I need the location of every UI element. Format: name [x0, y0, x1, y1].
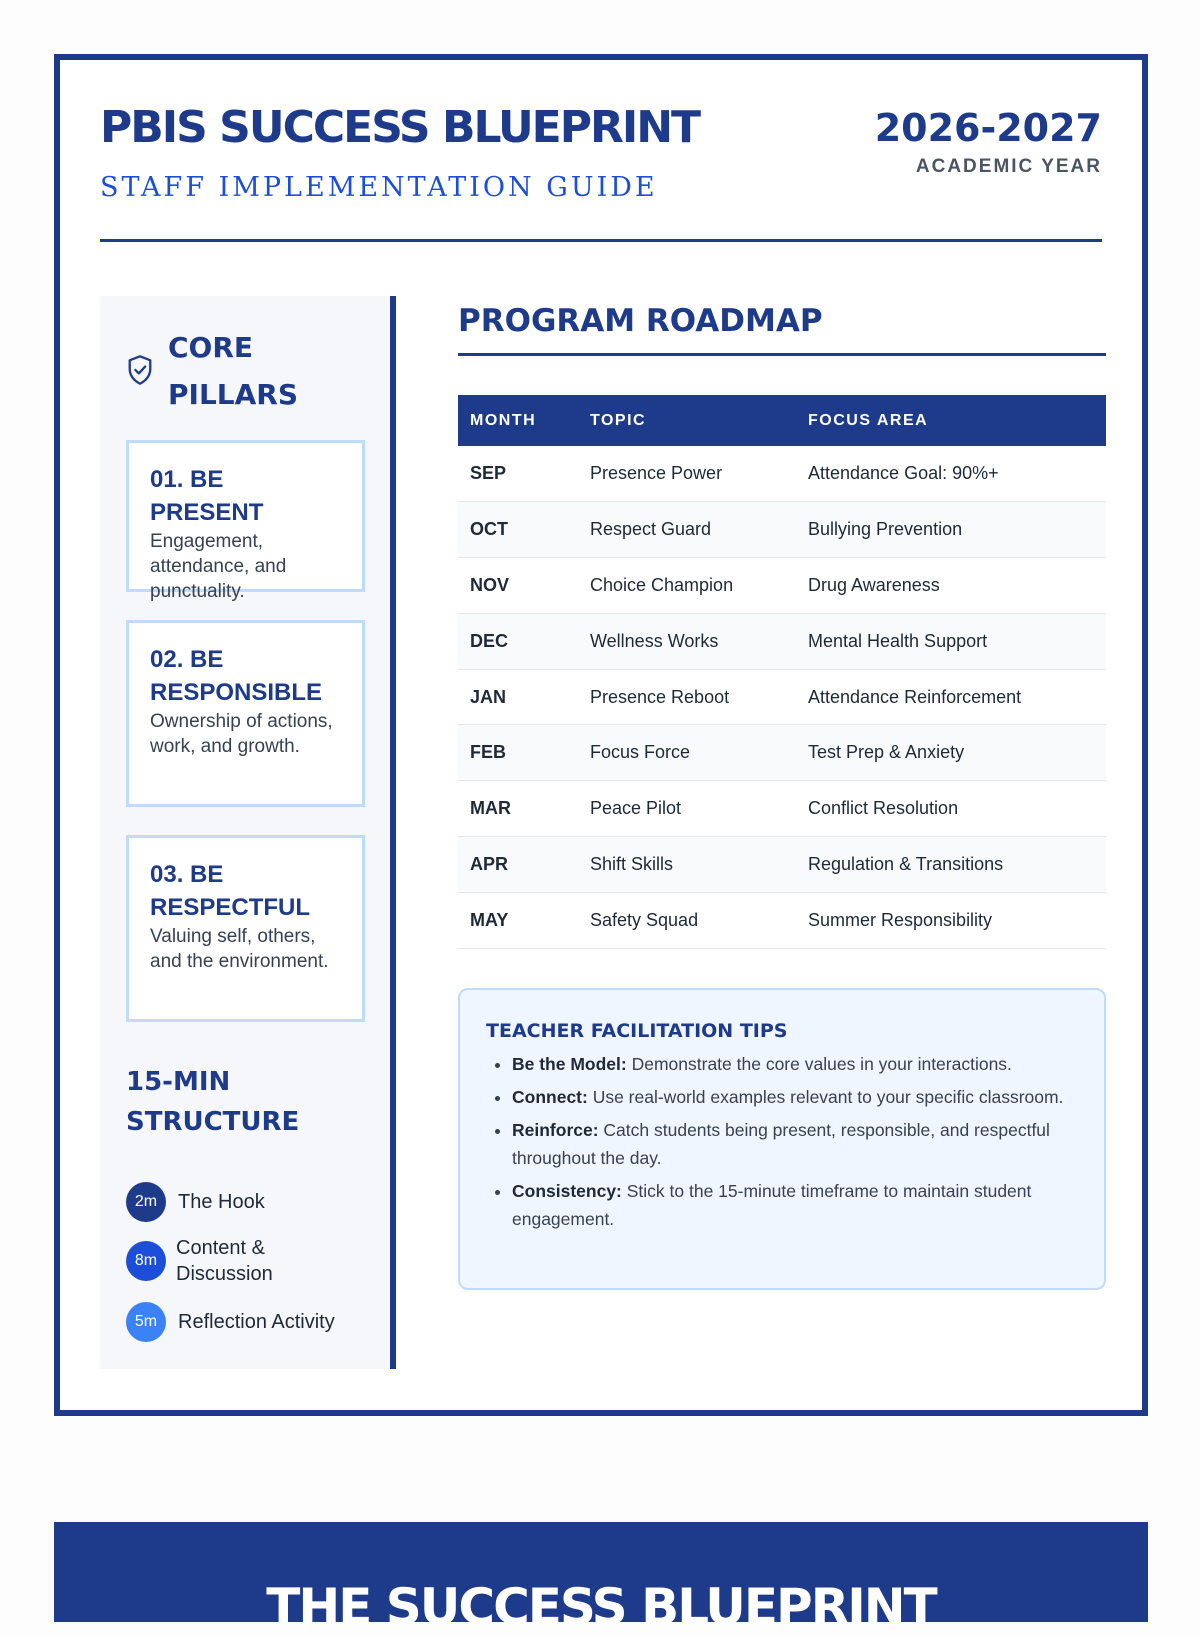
pillar-title: 01. BE PRESENT [150, 466, 264, 526]
structure-label: Reflection Activity [178, 1311, 335, 1333]
tip-item [512, 1083, 1078, 1111]
core-pillars-title: CORE PILLARS [168, 331, 299, 411]
pillar-card-responsible [126, 620, 365, 807]
cell-focus-area: Test Prep & Anxiety [808, 742, 965, 763]
cell-topic: Peace Pilot [590, 798, 682, 819]
next-page-banner [54, 1522, 1148, 1636]
column-header-month: MONTH [470, 411, 537, 429]
cell-focus-area: Conflict Resolution [808, 798, 959, 819]
structure-label: The Hook [178, 1191, 265, 1213]
tip-label: Consistency: [512, 1181, 622, 1201]
sidebar [100, 296, 396, 1369]
core-pillars-heading [126, 324, 356, 424]
structure-item-reflection [126, 1302, 376, 1342]
tip-item [512, 1177, 1078, 1233]
tip-text: Use real-world examples relevant to your specific classroom. [587, 1087, 1064, 1107]
roadmap-title: PROGRAM ROADMAP [458, 298, 1106, 356]
tip-text: Stick to the 15-minute timeframe to maintain student engagement. [512, 1181, 1032, 1229]
cell-month: OCT [470, 519, 508, 540]
pillar-title: 02. BE RESPONSIBLE [150, 646, 323, 706]
table-row [458, 725, 1106, 781]
page-subtitle: STAFF IMPLEMENTATION GUIDE [100, 172, 658, 203]
cell-focus-area: Mental Health Support [808, 630, 988, 651]
cell-focus-area: Summer Responsibility [808, 909, 993, 930]
shield-check-icon [126, 354, 154, 386]
cell-topic: Respect Guard [590, 519, 712, 540]
cell-month: MAY [470, 909, 509, 930]
table-row [458, 613, 1106, 669]
table-row [458, 837, 1106, 893]
structure-item-hook [126, 1182, 376, 1222]
banner-title: THE SUCCESS BLUEPRINT [266, 1578, 936, 1636]
page-header [100, 100, 1102, 242]
tip-text: Demonstrate the core values in your interactions. [626, 1054, 1012, 1074]
tip-label: Reinforce: [512, 1120, 599, 1140]
pillar-description: Valuing self, others, and the environment. [150, 926, 329, 972]
cell-month: DEC [470, 630, 509, 651]
table-row [458, 502, 1106, 558]
structure-title: 15-MIN STRUCTURE [126, 1067, 300, 1137]
cell-month: MAR [470, 798, 511, 819]
cell-topic: Choice Champion [590, 574, 734, 595]
cell-topic: Safety Squad [590, 909, 699, 930]
cell-month: NOV [470, 574, 510, 595]
table-row [458, 669, 1106, 725]
tip-label: Be the Model: [512, 1054, 627, 1074]
cell-focus-area: Regulation & Transitions [808, 853, 1004, 874]
structure-item-content [126, 1237, 376, 1285]
cell-focus-area: Attendance Goal: 90%+ [808, 463, 999, 484]
tips-list [486, 1050, 1078, 1233]
cell-topic: Wellness Works [590, 630, 719, 651]
column-header-topic: TOPIC [590, 411, 647, 429]
cell-topic: Presence Power [590, 463, 723, 484]
academic-year-label: ACADEMIC YEAR [915, 156, 1102, 177]
cell-focus-area: Attendance Reinforcement [808, 686, 1022, 707]
duration-badge: 8m [126, 1241, 166, 1281]
structure-label: Content & Discussion [176, 1237, 273, 1285]
page-title: PBIS SUCCESS BLUEPRINT [100, 102, 700, 153]
pillar-title: 03. BE RESPECTFUL [150, 861, 311, 921]
table-row [458, 892, 1106, 948]
cell-focus-area: Drug Awareness [808, 574, 940, 595]
pillar-description: Ownership of actions, work, and growth. [150, 711, 333, 757]
facilitation-tips-box [458, 988, 1106, 1290]
cell-topic: Presence Reboot [590, 686, 730, 707]
blueprint-page [54, 54, 1148, 1416]
academic-year: 2026-2027 [874, 106, 1102, 150]
tip-label: Connect: [512, 1087, 588, 1107]
cell-topic: Shift Skills [590, 853, 674, 874]
cell-month: FEB [470, 742, 506, 763]
tips-title: TEACHER FACILITATION TIPS [486, 1020, 788, 1042]
cell-month: JAN [470, 686, 507, 707]
duration-badge: 2m [126, 1182, 166, 1222]
pillar-description: Engagement, attendance, and punctuality. [150, 531, 287, 602]
table-row [458, 446, 1106, 502]
pillar-card-respectful [126, 835, 365, 1022]
table-row [458, 781, 1106, 837]
tip-item [512, 1050, 1078, 1078]
cell-focus-area: Bullying Prevention [808, 519, 963, 540]
table-header-row [458, 395, 1106, 446]
tip-text: Catch students being present, responsible, and respectful throughout the day. [512, 1120, 1050, 1168]
column-header-focus: FOCUS AREA [808, 411, 929, 429]
roadmap-table [458, 395, 1106, 949]
cell-topic: Focus Force [590, 742, 691, 763]
tip-item [512, 1116, 1078, 1172]
duration-badge: 5m [126, 1302, 166, 1342]
cell-month: APR [470, 853, 509, 874]
pillar-card-present [126, 440, 365, 602]
table-row [458, 558, 1106, 614]
cell-month: SEP [470, 463, 507, 484]
